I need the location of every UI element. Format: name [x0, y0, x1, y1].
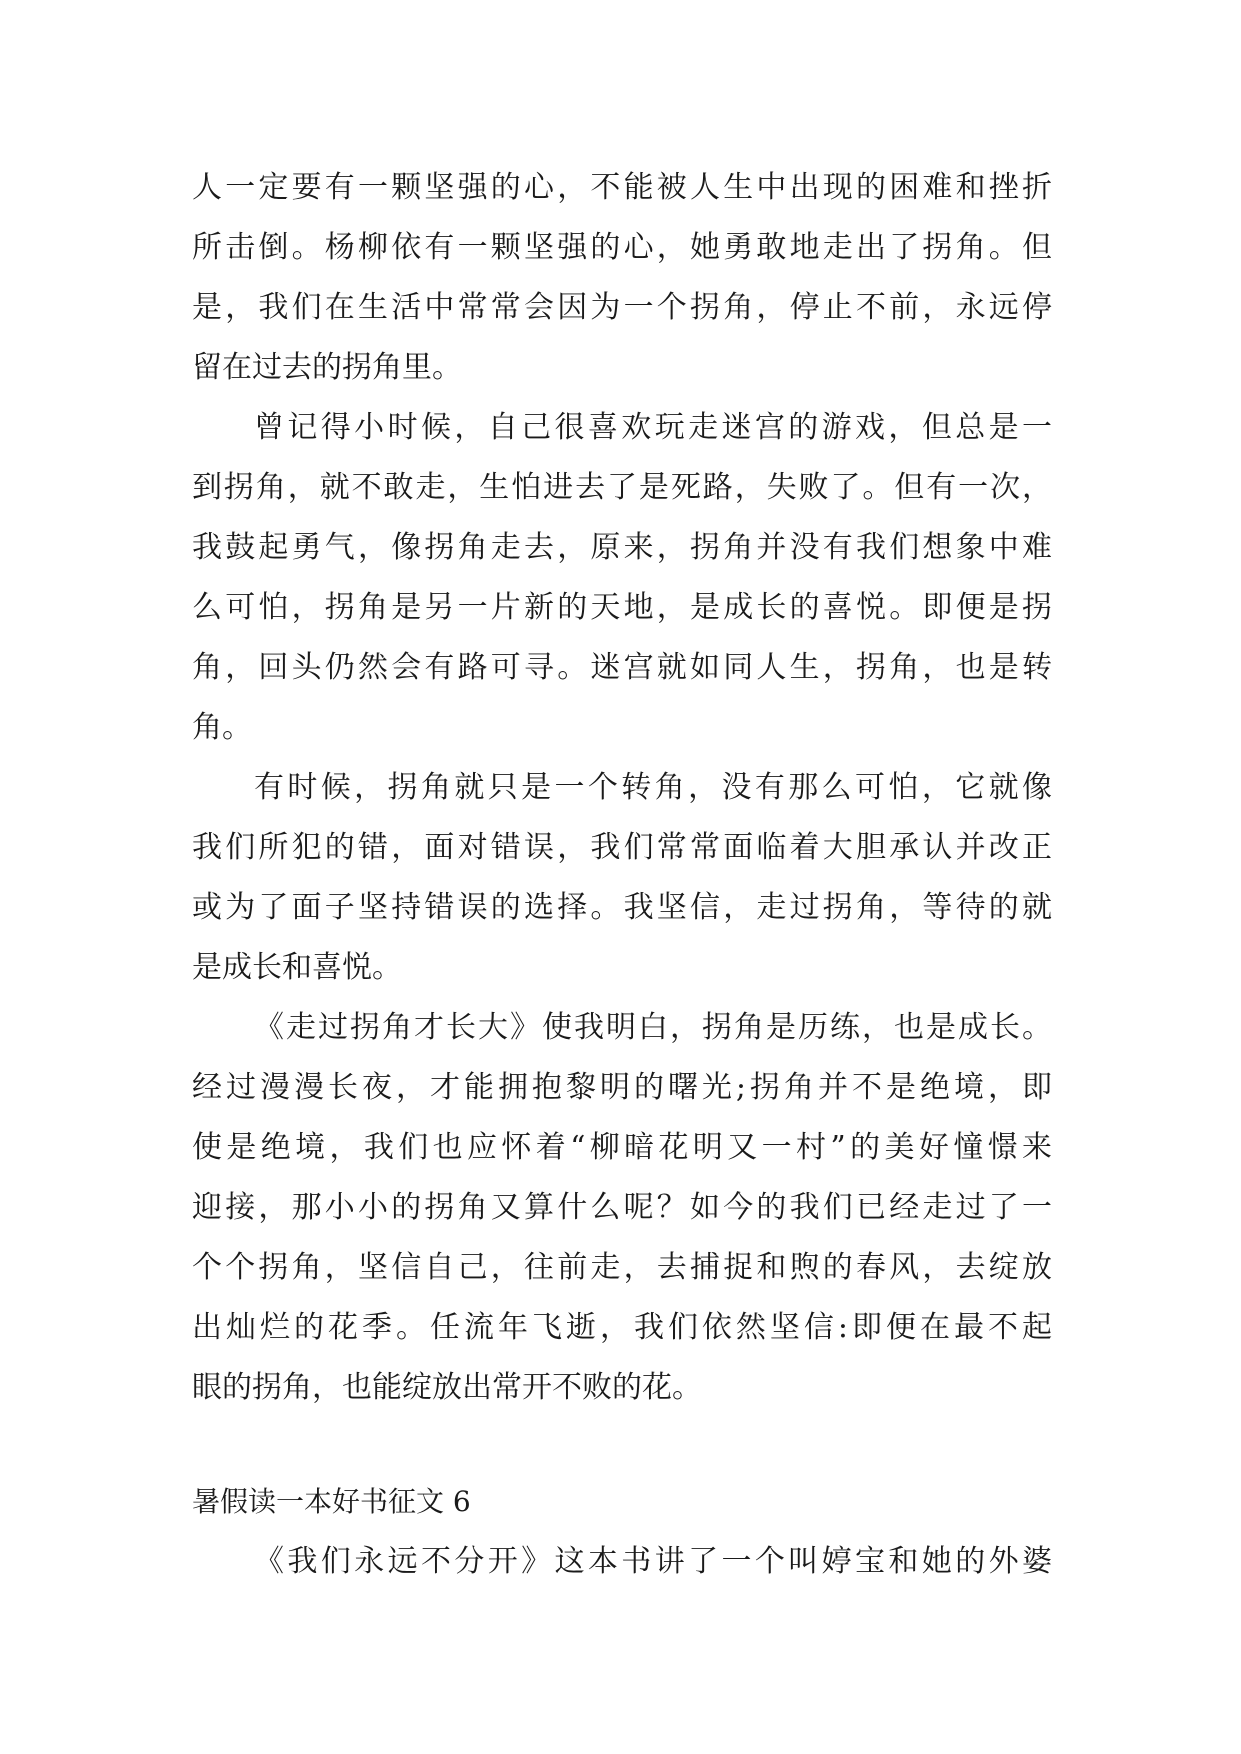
paragraph-2-line-1: 曾记得小时候，自己很喜欢玩走迷宫的游戏，但总是一: [254, 410, 1052, 445]
paragraph-2-line-4: 么可怕，拐角是另一片新的天地，是成长的喜悦。即便是拐: [192, 590, 1052, 625]
paragraph-1-line-1: 人一定要有一颗坚强的心，不能被人生中出现的困难和挫折: [192, 170, 1052, 205]
next-paragraph-line-1: 《我们永远不分开》这本书讲了一个叫婷宝和她的外婆: [254, 1544, 1052, 1579]
paragraph-3-line-4: 是成长和喜悦。: [192, 950, 402, 985]
paragraph-3-line-1: 有时候，拐角就只是一个转角，没有那么可怕，它就像: [254, 770, 1052, 805]
paragraph-4-line-1: 《走过拐角才长大》使我明白，拐角是历练，也是成长。: [254, 1010, 1052, 1045]
paragraph-1-line-3: 是，我们在生活中常常会因为一个拐角，停止不前，永远停: [192, 290, 1052, 325]
paragraph-4-line-2: 经过漫漫长夜，才能拥抱黎明的曙光;拐角并不是绝境，即: [192, 1070, 1052, 1105]
paragraph-4-line-6: 出灿烂的花季。任流年飞逝，我们依然坚信:即便在最不起: [192, 1310, 1052, 1345]
paragraph-2-line-2: 到拐角，就不敢走，生怕进去了是死路，失败了。但有一次，: [192, 470, 1052, 505]
paragraph-4-line-7: 眼的拐角，也能绽放出常开不败的花。: [192, 1370, 702, 1405]
paragraph-3-line-2: 我们所犯的错，面对错误，我们常常面临着大胆承认并改正: [192, 830, 1052, 865]
paragraph-4-line-5: 个个拐角，坚信自己，往前走，去捕捉和煦的春风，去绽放: [192, 1250, 1052, 1285]
paragraph-3-line-3: 或为了面子坚持错误的选择。我坚信，走过拐角，等待的就: [192, 890, 1052, 925]
paragraph-4-line-3: 使是绝境，我们也应怀着“柳暗花明又一村”的美好憧憬来: [192, 1130, 1052, 1165]
section-heading: 暑假读一本好书征文 6: [192, 1485, 471, 1518]
paragraph-1-line-4: 留在过去的拐角里。: [192, 350, 462, 385]
paragraph-2-line-5: 角，回头仍然会有路可寻。迷宫就如同人生，拐角，也是转: [192, 650, 1052, 685]
paragraph-2-line-3: 我鼓起勇气，像拐角走去，原来，拐角并没有我们想象中难: [192, 530, 1052, 565]
paragraph-4-line-4: 迎接，那小小的拐角又算什么呢？如今的我们已经走过了一: [192, 1190, 1052, 1225]
paragraph-2-line-6: 角。: [192, 710, 252, 745]
paragraph-1-line-2: 所击倒。杨柳依有一颗坚强的心，她勇敢地走出了拐角。但: [192, 230, 1052, 265]
